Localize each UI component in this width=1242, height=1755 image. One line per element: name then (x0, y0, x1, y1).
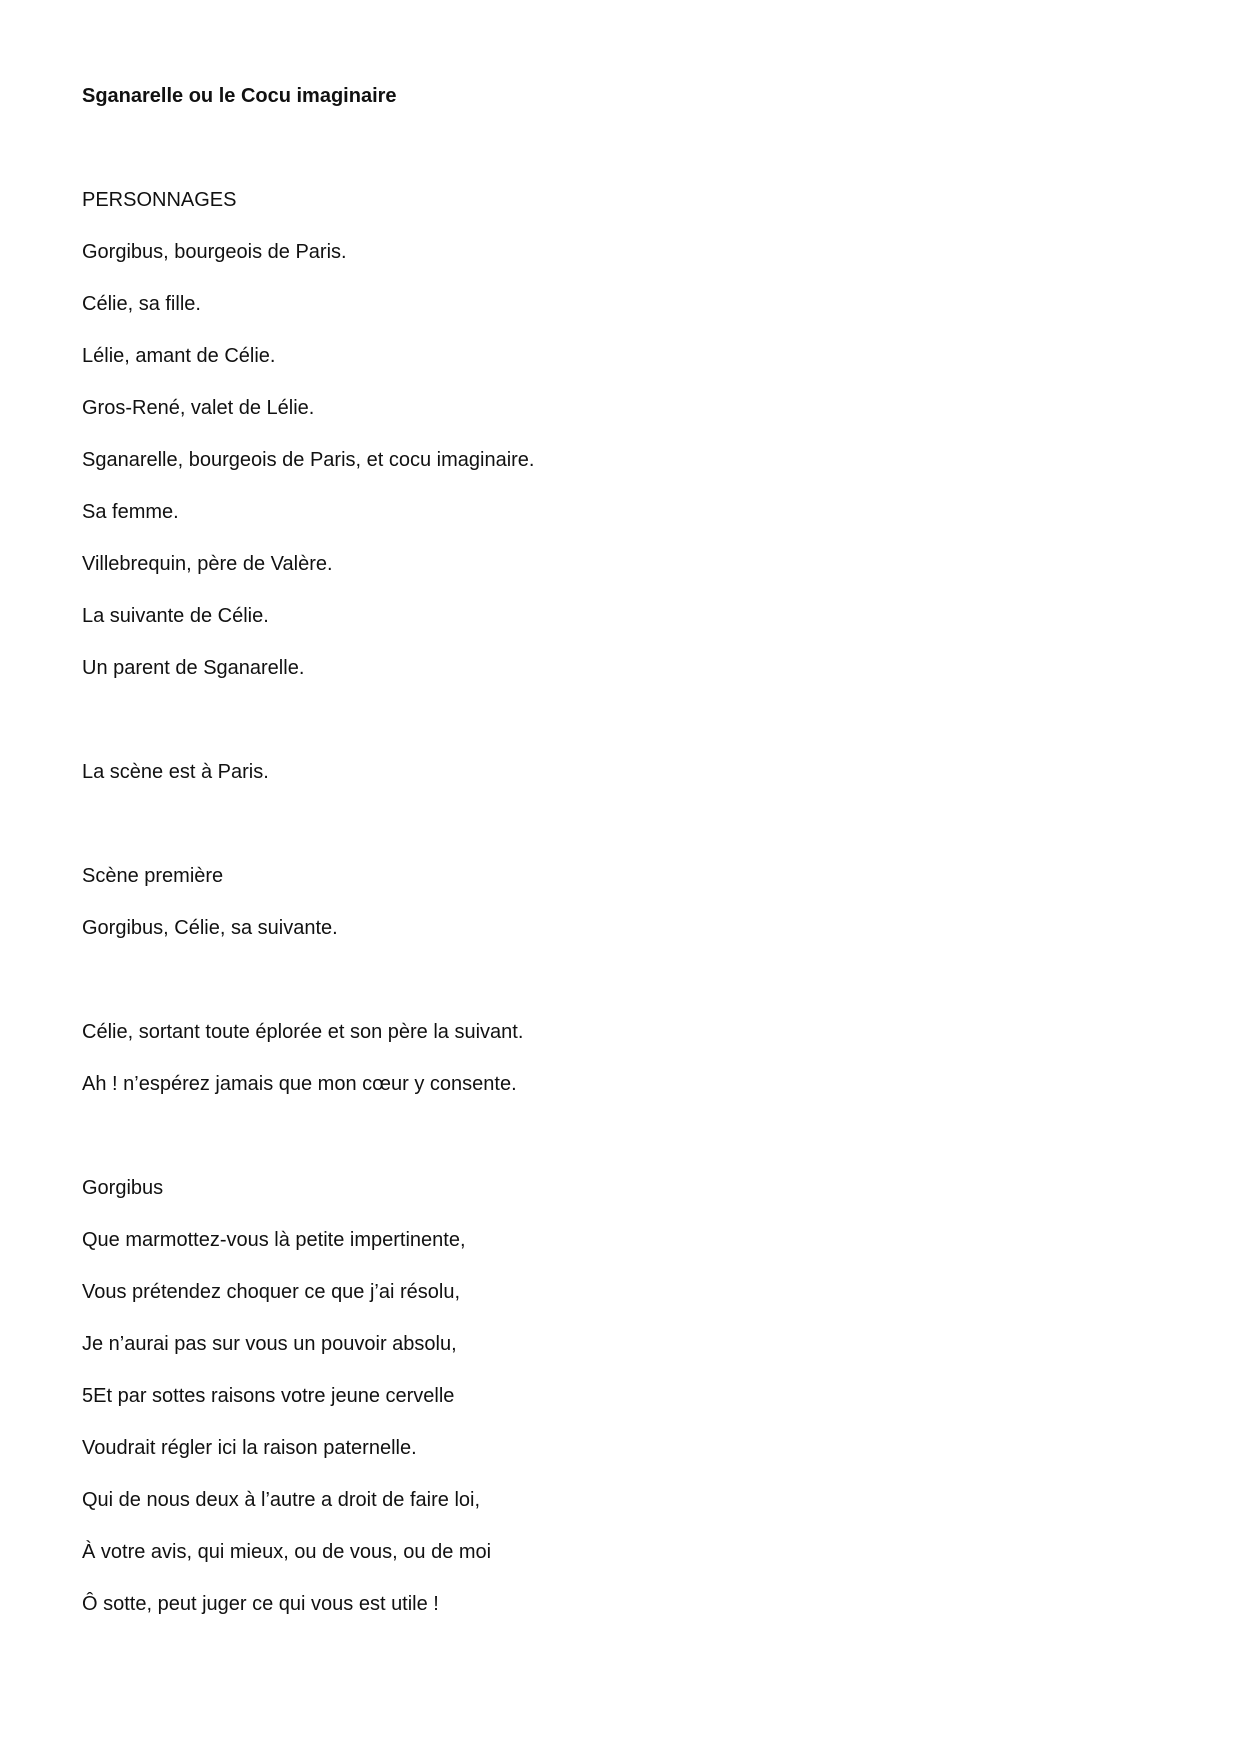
personnage-villebrequin: Villebrequin, père de Valère. (82, 553, 333, 575)
verse-line: 5Et par sottes raisons votre jeune cervelle (82, 1385, 455, 1407)
personnage-lelie: Lélie, amant de Célie. (82, 345, 276, 367)
speaker-gorgibus: Gorgibus (82, 1177, 164, 1199)
personnage-sganarelle: Sganarelle, bourgeois de Paris, et cocu imaginaire. (82, 449, 535, 471)
scene-setting: La scène est à Paris. (82, 761, 269, 783)
document-title: Sganarelle ou le Cocu imaginaire (82, 85, 397, 107)
verse-line: À votre avis, qui mieux, ou de vous, ou de moi (82, 1541, 492, 1563)
personnage-suivante: La suivante de Célie. (82, 605, 269, 627)
personnages-heading: PERSONNAGES (82, 189, 237, 211)
personnage-parent: Un parent de Sganarelle. (82, 657, 305, 679)
scene-heading: Scène première (82, 865, 224, 887)
celie-line: Ah ! n’espérez jamais que mon cœur y consente. (82, 1073, 517, 1095)
personnage-sa-femme: Sa femme. (82, 501, 179, 523)
verse-line: Voudrait régler ici la raison paternelle. (82, 1437, 417, 1459)
verse-line: Vous prétendez choquer ce que j’ai résolu, (82, 1281, 461, 1303)
personnage-gros-rene: Gros-René, valet de Lélie. (82, 397, 315, 419)
personnage-gorgibus: Gorgibus, bourgeois de Paris. (82, 241, 347, 263)
stage-direction: Célie, sortant toute éplorée et son père la suivant. (82, 1021, 524, 1043)
scene-characters: Gorgibus, Célie, sa suivante. (82, 917, 338, 939)
verse-line: Ô sotte, peut juger ce qui vous est utile ! (82, 1593, 439, 1615)
verse-line: Je n’aurai pas sur vous un pouvoir absolu, (82, 1333, 457, 1355)
personnage-celie: Célie, sa fille. (82, 293, 201, 315)
verse-line: Qui de nous deux à l’autre a droit de faire loi, (82, 1489, 481, 1511)
verse-line: Que marmottez-vous là petite impertinente, (82, 1229, 466, 1251)
